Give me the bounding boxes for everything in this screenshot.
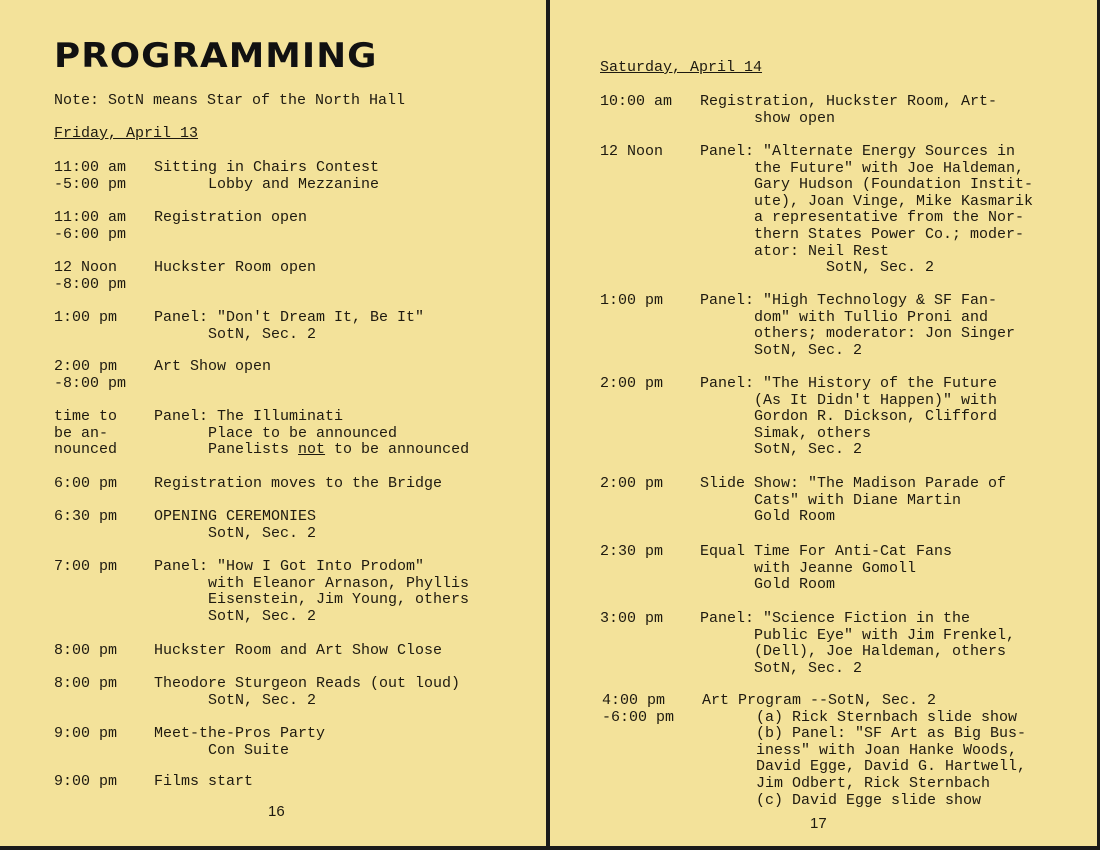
page-number: 16 <box>268 803 285 820</box>
page-number: 17 <box>810 815 827 832</box>
event-time: 9:00 pm <box>54 773 118 790</box>
event-desc-text: Panel: The Illuminati Place to be announced Panelists <box>154 408 398 459</box>
event-desc: Huckster Room and Art Show Close <box>154 642 443 659</box>
event-time: 2:00 pm -8:00 pm <box>54 358 127 392</box>
event-time: 9:00 pm <box>54 725 118 742</box>
page-title: PROGRAMMING <box>54 36 378 76</box>
event-desc: Art Program --SotN, Sec. 2 (a) Rick Sternbach slide show (b) Panel: "SF Art as Big Bus- iness" with Joan Hanke Woods, David Egge, David G. Hartwell, Jim Odbert, Rick Sternbach (c) David Egge slide show <box>702 692 1027 809</box>
event-time: time to be an- nounced <box>54 408 118 459</box>
event-desc: Meet-the-Pros Party Con Suite <box>154 725 326 759</box>
event-time: 7:00 pm <box>54 558 118 575</box>
event-desc: Registration, Huckster Room, Art- show open <box>700 93 998 127</box>
event-desc: Panel: "Science Fiction in the Public Eye" with Jim Frenkel, (Dell), Joe Haldeman, others SotN, Sec. 2 <box>700 610 1016 677</box>
event-time: 3:00 pm <box>600 610 664 627</box>
page-bottom-edge <box>0 846 1100 850</box>
event-time: 6:30 pm <box>54 508 118 525</box>
event-time: 2:30 pm <box>600 543 664 560</box>
event-desc-text: to be announced <box>325 441 470 459</box>
event-desc: Sitting in Chairs Contest Lobby and Mezzanine <box>154 159 380 193</box>
event-time: 8:00 pm <box>54 642 118 659</box>
event-desc <box>154 409 469 459</box>
event-desc: Panel: "Don't Dream It, Be It" SotN, Sec. 2 <box>154 309 425 343</box>
event-desc: Panel: "High Technology & SF Fan- dom" with Tullio Proni and others; moderator: Jon Singer SotN, Sec. 2 <box>700 292 1016 359</box>
event-desc: Registration moves to the Bridge <box>154 475 443 492</box>
event-desc: Slide Show: "The Madison Parade of Cats" with Diane Martin Gold Room <box>700 475 1007 526</box>
event-time: 12 Noon -8:00 pm <box>54 259 127 293</box>
event-time: 10:00 am <box>600 93 673 110</box>
event-desc: Equal Time For Anti-Cat Fans with Jeanne Gomoll Gold Room <box>700 543 953 594</box>
event-desc: Theodore Sturgeon Reads (out loud) SotN, Sec. 2 <box>154 675 461 709</box>
event-desc: Panel: "Alternate Energy Sources in the Future" with Joe Haldeman, Gary Hudson (Foundation Instit- ute), Joan Vinge, Mike Kasmarik a representative from the Nor- thern States Power Co.; moder- ator: Neil Rest SotN, Sec. 2 <box>700 143 1034 277</box>
event-desc: Films start <box>154 773 254 790</box>
right-page <box>550 0 1100 850</box>
event-time: 1:00 pm <box>600 292 664 309</box>
event-time: 4:00 pm -6:00 pm <box>602 692 675 726</box>
event-desc: Registration open <box>154 209 308 226</box>
left-page <box>0 0 548 850</box>
note-line: Note: SotN means Star of the North Hall <box>54 92 406 109</box>
event-time: 2:00 pm <box>600 375 664 392</box>
event-time: 2:00 pm <box>600 475 664 492</box>
emphasis-not: not <box>298 441 326 459</box>
saturday-heading: Saturday, April 14 <box>600 59 763 76</box>
event-desc: Art Show open <box>154 358 272 375</box>
event-time: 6:00 pm <box>54 475 118 492</box>
event-desc: OPENING CEREMONIES SotN, Sec. 2 <box>154 508 317 542</box>
event-time: 11:00 am -5:00 pm <box>54 159 127 193</box>
event-desc: Huckster Room open <box>154 259 317 276</box>
event-desc: Panel: "How I Got Into Prodom" with Eleanor Arnason, Phyllis Eisenstein, Jim Young, others SotN, Sec. 2 <box>154 558 470 625</box>
event-time: 1:00 pm <box>54 309 118 326</box>
event-time: 11:00 am -6:00 pm <box>54 209 127 243</box>
event-desc: Panel: "The History of the Future (As It Didn't Happen)" with Gordon R. Dickson, Clifford Simak, others SotN, Sec. 2 <box>700 375 998 459</box>
friday-heading: Friday, April 13 <box>54 125 199 142</box>
event-time: 8:00 pm <box>54 675 118 692</box>
event-time: 12 Noon <box>600 143 664 160</box>
